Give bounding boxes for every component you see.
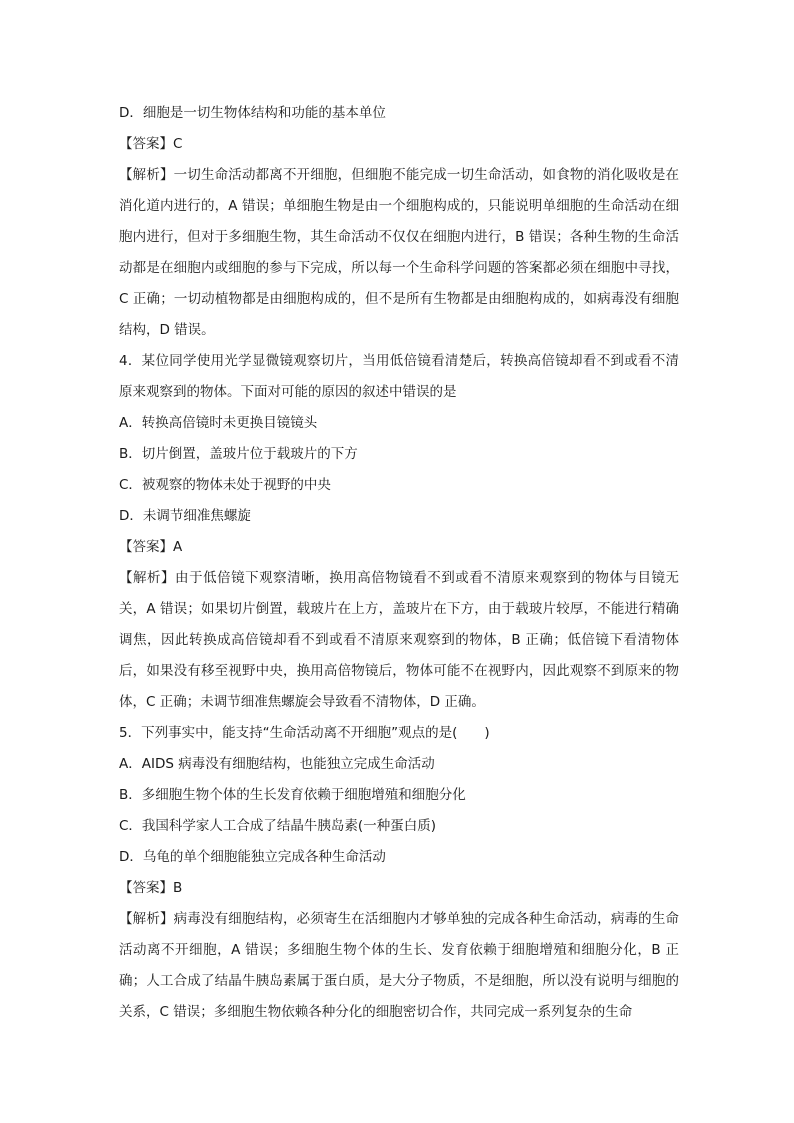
analysis-paragraph: 【解析】一切生命活动都离不开细胞，但细胞不能完成一切生命活动，如食物的消化吸收是在消化道内进行的，A 错误；单细胞生物是由一个细胞构成的，只能说明单细胞的生命活动在细胞内进行，但对于多细胞生物，其生命活动不仅仅在细胞内进行，B 错误；各种生物的生命活动都是在细胞内或细胞的参与下完成，所以每一个生命科学问题的答案都必须在细胞中寻找，C 正确；一切动植物都是由细胞构成的，但不是所有生物都是由细胞构成的，如病毒没有细胞结构，D 错误。 [119,167,679,338]
option-line: A．AIDS 病毒没有细胞结构，也能独立完成生命活动 [119,756,435,772]
option-line: D．细胞是一切生物体结构和功能的基本单位 [119,105,386,121]
option-line: C．我国科学家人工合成了结晶牛胰岛素(一种蛋白质) [119,818,436,834]
question-content [119,98,679,1028]
question-stem: 4．某位同学使用光学显微镜观察切片，当用低倍镜看清楚后，转换高倍镜却看不到或看不清原来观察到的物体。下面对可能的原因的叙述中错误的是 [119,353,679,400]
option-line: D．未调节细准焦螺旋 [119,508,251,524]
answer-line: 【答案】B [119,880,183,896]
analysis-paragraph: 【解析】病毒没有细胞结构，必须寄生在活细胞内才够单独的完成各种生命活动，病毒的生命活动离不开细胞，A 错误；多细胞生物个体的生长、发育依赖于细胞增殖和细胞分化，B 正确；人工合成了结晶牛胰岛素属于蛋白质，是大分子物质，不是细胞，所以没有说明与细胞的关系，C 错误；多细胞生物依赖各种分化的细胞密切合作，共同完成一系列复杂的生命 [119,911,679,1020]
option-line: D．乌龟的单个细胞能独立完成各种生命活动 [119,849,386,865]
option-line: C．被观察的物体未处于视野的中央 [119,477,331,493]
question-stem: 5．下列事实中，能支持“生命活动离不开细胞”观点的是( ) [119,725,490,741]
answer-line: 【答案】A [119,539,183,555]
option-line: B．多细胞生物个体的生长发育依赖于细胞增殖和细胞分化 [119,787,466,803]
analysis-paragraph: 【解析】由于低倍镜下观察清晰，换用高倍物镜看不到或看不清原来观察到的物体与目镜无关，A 错误；如果切片倒置，载玻片在上方，盖玻片在下方，由于载玻片较厚，不能进行精确调焦，因此转换成高倍镜却看不到或看不清原来观察到的物体，B 正确；低倍镜下看清物体后，如果没有移至视野中央，换用高倍物镜后，物体可能不在视野内，因此观察不到原来的物体，C 正确；未调节细准焦螺旋会导致看不清物体，D 正确。 [119,570,679,710]
answer-line: 【答案】C [119,136,183,152]
option-line: B．切片倒置，盖玻片位于载玻片的下方 [119,446,358,462]
option-line: A．转换高倍镜时未更换目镜镜头 [119,415,318,431]
